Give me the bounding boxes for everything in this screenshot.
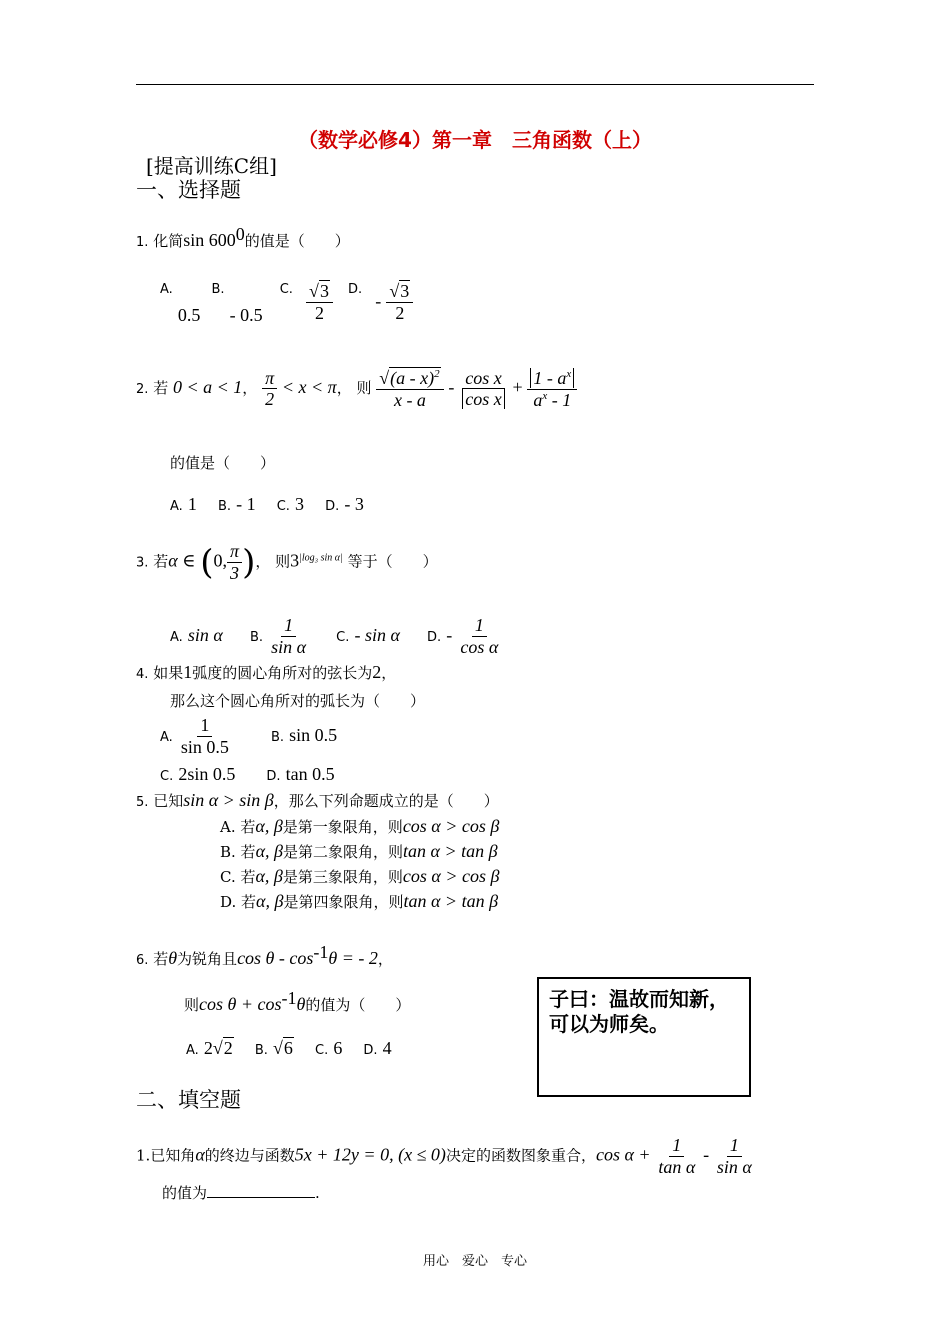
question-5: 5. 已知sin α > sin β，那么下列命题成立的是（ ） — [136, 790, 499, 810]
question-2: 2. 若 0 < a < 1， $\frac{\pi}{2}$ < x < π， 则 $\frac{√(a - x)^2}{x - a}$ - $\frac{\text{cos x}}{\text{cos x}}$ + $\frac{1 - a^x}{a^x - 1}$ — [136, 368, 577, 410]
subtitle: [提高训练C组] — [146, 154, 277, 178]
q2-number: 2. — [136, 382, 149, 398]
q1-exp: 0 — [235, 224, 245, 244]
question-1 — [136, 224, 350, 251]
q1-expr: sin 600 — [183, 230, 236, 250]
q2-options: A. 1 B. - 1 C. 3 D. - 3 — [170, 494, 364, 514]
q1-opt-d: $\frac{√3}{2}$ — [386, 282, 413, 323]
q1-suffix: 的值是（ ） — [244, 232, 350, 250]
q4-options-cd: C. 2sin 0.5 D. tan 0.5 — [160, 764, 335, 784]
q2-cond1: 0 < a < 1 — [172, 377, 243, 398]
fill-question-1: 1.已知角α的终边与函数5x + 12y = 0, (x ≤ 0)决定的函数图象重合，cos α + $\frac{1}{\text{tan α}}$ - $\frac{1}{\text{sin α}}$ — [136, 1135, 752, 1177]
q2-term1: $\frac{√(a - x)^2}{x - a}$ — [376, 368, 443, 410]
q1-opt-a: 0.5 — [177, 305, 201, 326]
motto-line-2: 可以为师矣。 — [549, 1012, 669, 1036]
q1-opt-d-label: D. — [348, 282, 363, 297]
section-choice-heading: 一、选择题 — [136, 178, 241, 202]
q5-opt-b: B. 若α, β是第二象限角，则tan α > tan β — [220, 841, 498, 861]
q4-line2: 那么这个圆心角所对的弧长为（ ） — [170, 692, 426, 710]
q2-prefix: 若 — [153, 379, 169, 398]
q1-opt-b: - 0.5 — [229, 305, 263, 326]
q6-options: A. 2√2 B. √6 C. 6 D. 4 — [186, 1038, 392, 1058]
page-footer: 用心 爱心 专心 — [422, 1254, 527, 1269]
question-6: 6. 若θ为锐角且cos θ - $\cos^{-1}\theta$ = - 2， — [136, 942, 393, 968]
q2-term2: $\frac{\text{cos x}}{\text{cos x}}$ — [459, 369, 507, 410]
q1-prefix: 化简 — [153, 232, 184, 250]
page-title: （数学必修4）第一章 三角函数（上） — [298, 128, 652, 152]
question-4: 4. 如果1弧度的圆心角所对的弦长为2， — [136, 662, 397, 682]
section-fill-heading: 二、填空题 — [136, 1088, 241, 1112]
motto-line-1: 子曰：温故而知新， — [549, 987, 729, 1011]
q1-number: 1. — [136, 235, 149, 250]
q1-options: $^{A.}$ 0.5 $^{B.}$ - 0.5 $^{C.}$ $\frac{√3}{2}$ $^{D.}$ - $\frac{√3}{2}$ — [160, 282, 413, 323]
q1-opt-c-label: C. — [279, 282, 293, 297]
q6-line2: 则$\cos \theta + \cos^{-1}\theta$的值为（ ） — [184, 988, 411, 1014]
motto-box — [537, 977, 751, 1097]
header-rule — [136, 84, 814, 85]
q5-opt-a: A. 若α, β是第一象限角，则cos α > cos β — [220, 816, 500, 836]
q5-opt-d: D. 若α, β是第四象限角，则tan α > tan β — [220, 891, 499, 911]
q5-opt-c: C. 若α, β是第三象限角，则cos α > cos β — [220, 866, 500, 886]
q1-opt-b-label: B. — [211, 282, 225, 297]
q2-line2: 的值是（ ） — [170, 454, 276, 472]
q3-options: A. sin α B. $\frac{1}{\text{sin α}}$ C. - sin α D. - $\frac{1}{\text{cos α}}$ — [170, 615, 499, 657]
q2-cond2: < x < π — [281, 377, 337, 398]
question-3: 3. 若α ∈ (0, $\frac{\pi}{3}$ )， 则$3^{|log_3 sin \alpha|}$ 等于（ ） — [136, 541, 438, 583]
answer-blank[interactable] — [207, 1197, 315, 1198]
q1-opt-a-label: A. — [160, 282, 173, 297]
q4-options-ab: A. $\frac{1}{\sin 0.5}$ B. sin 0.5 — [160, 715, 338, 757]
fill-question-1-line2: 的值为 . — [162, 1184, 320, 1202]
q1-opt-c: $\frac{√3}{2}$ — [306, 282, 333, 323]
q2-term3: $\frac{1 - a^x}{a^x - 1}$ — [527, 368, 577, 410]
